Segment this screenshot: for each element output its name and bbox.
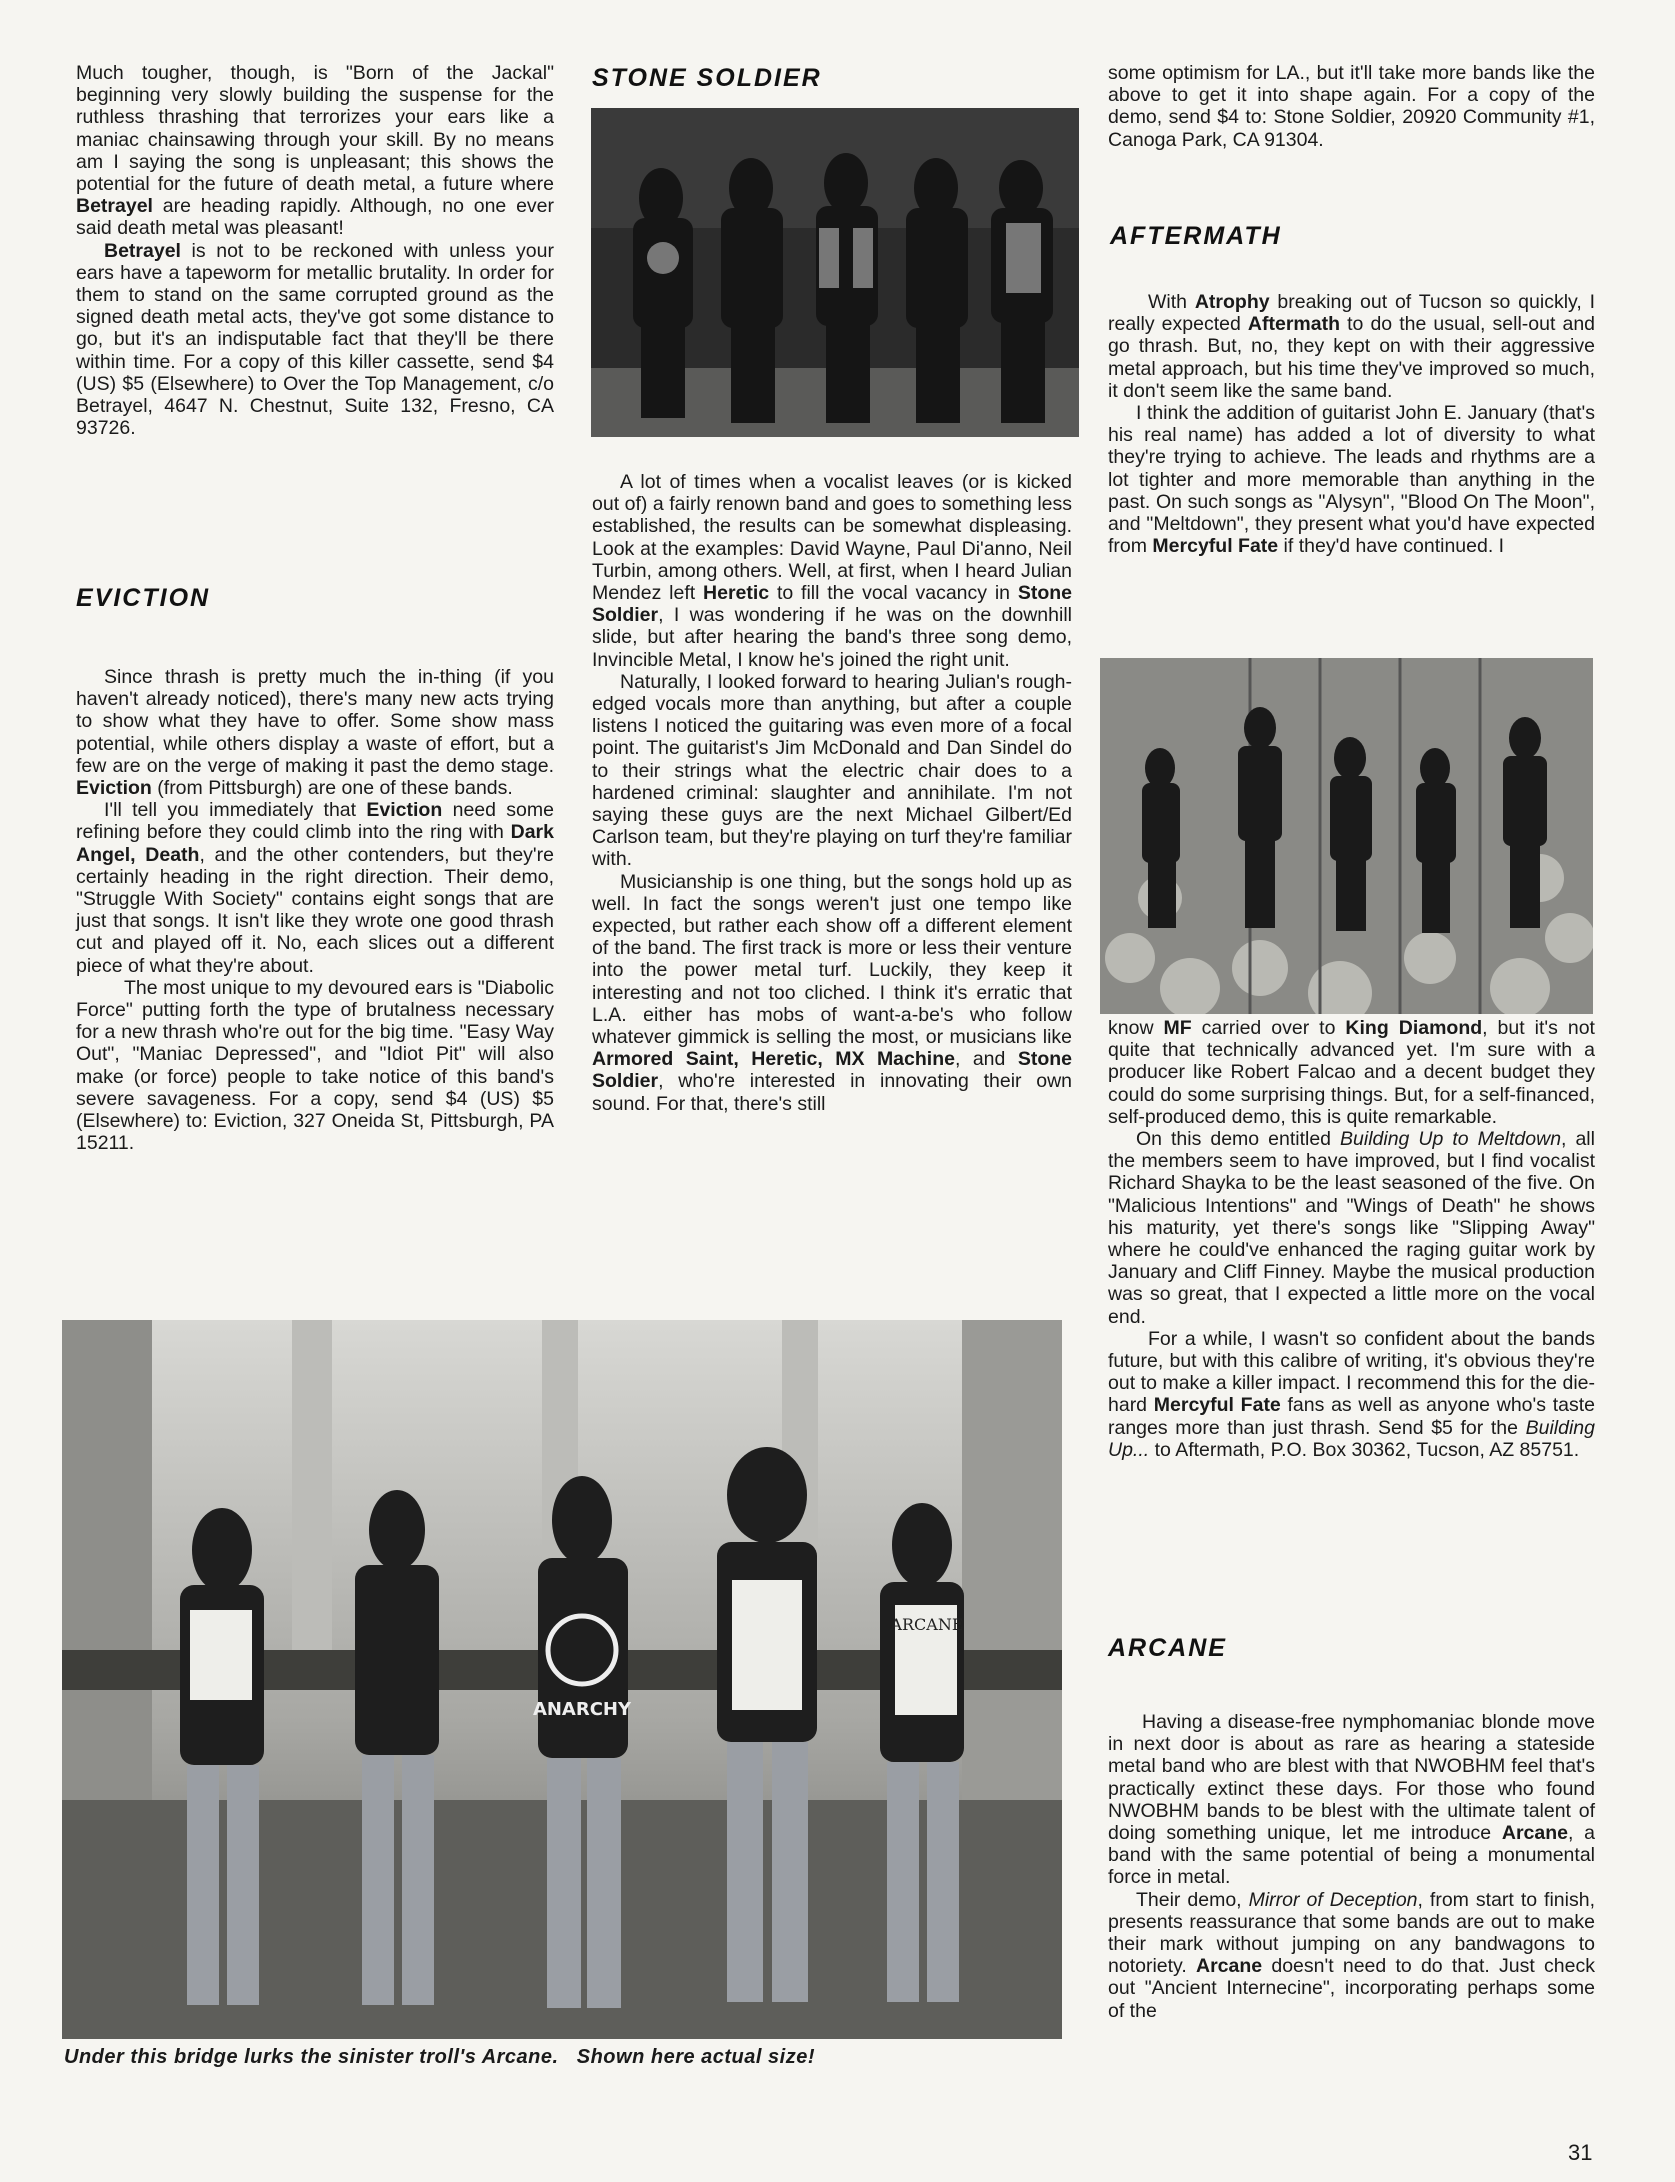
aftermath-article-top xyxy=(1108,291,1595,557)
aftermath-paragraph-5: For a while, I wasn't so confident about the bands future, but with this calibre of writing, it's obvious they're out to make a killer impact. I recommend this for the die-hard Mercyful Fate fans as well as anyone who's taste ranges more than just thrash. Send $5 for the Building Up... to Aftermath, P.O. Box 30362, Tucson, AZ 85751. xyxy=(1108,1327,1596,1461)
stone-soldier-continued xyxy=(1108,62,1595,151)
aftermath-paragraph-4: On this demo entitled Building Up to Meltdown, all the members seem to have improved, but I find vocalist Richard Shayka to be the least seasoned of the five. On "Malicious Intentions" and "Wings of Death" he shows his maturity, yet there's songs like "Slipping Away" where he could've enhanced the raging guitar work by January and Cliff Finney. Maybe the musical production was so great, that I expected a little more on the vocal end. xyxy=(1108,1128,1595,1328)
stone-soldier-paragraph-2: Naturally, I looked forward to hearing Julian's rough-edged vocals more than anything, but after a couple listens I noticed the guitaring was even more of a focal point. The guitarist's Jim McDonald and Dan Sindel do to their strings what the electric chair does to a hardened criminal: slaughter and annihilate. I'm not saying these guys are the next Michael Gilbert/Ed Carlson team, but they're playing on turf they're familiar with. xyxy=(592,670,1072,871)
aftermath-paragraph-1: With Atrophy breaking out of Tucson so quickly, I really expected Aftermath to do the usual, sell-out and go thrash. But, no, they kept on with their aggressive metal approach, but his time they've improved so much, it don't seem like the same band. xyxy=(1108,291,1596,402)
stone-soldier-paragraph-3: Musicianship is one thing, but the songs hold up as well. In fact the songs weren't just one tempo like expected, but rather each show off a different element of the band. The first track is more or less their venture into the power metal turf. Luckily, they keep it interesting and not too cliched. I think it's erratic that L.A. either has mobs of want-a-be's who follow whatever gimmick is selling the most, or musicians like Armored Saint, Heretic, MX Machine, and Stone Soldier, who're interested in innovating their own sound. For that, there's still xyxy=(592,870,1072,1115)
anarchy-shirt-text: ANARCHY xyxy=(532,1699,632,1720)
aftermath-paragraph-2: I think the addition of guitarist John E. January (that's his real name) has added a lot of diversity to what they're trying to achieve. The leads and rhythms are a lot tighter and more memorable than anything in the past. On such songs as "Alysyn", "Blood On The Moon", and "Meltdown", they present what you'd have expected from Mercyful Fate if they'd have continued. I xyxy=(1108,402,1595,558)
eviction-paragraph-2: I'll tell you immediately that Eviction need some refining before they could climb into the ring with Dark Angel, Death, and the other contenders, but they're certainly heading in the right direction. Their demo, "Struggle With Society" contains eight songs that are just that songs. It isn't like they wrote one good thrash cut and played off it. No, each slices out a different piece of what they're about. xyxy=(76,799,554,977)
column-1 xyxy=(76,62,554,439)
arcane-heading: ARCANE xyxy=(1108,1634,1227,1662)
arcane-paragraph-2: Their demo, Mirror of Deception, from start to finish, presents reassurance that some bands are out to make their mark without jumping on any bandwagons to notoriety. Arcane doesn't need to do that. Just check out "Ancient Internecine", incorporating perhaps some of the xyxy=(1108,1888,1595,2022)
eviction-heading: EVICTION xyxy=(76,584,211,612)
arcane-shirt-text: ARCANE xyxy=(890,1615,964,1634)
aftermath-paragraph-3: know MF carried over to King Diamond, but it's not quite that technically advanced yet. I'm sure with a producer like Robert Falcao and a decent budget they could do some surprising things. But, for a self-financed, self-produced demo, this is quite remarkable. xyxy=(1108,1017,1595,1128)
eviction-paragraph-3: The most unique to my devoured ears is "Diabolic Force" putting forth the type of brutalness necessary for a new thrash who're out for the big time. "Easy Way Out", "Maniac Depressed", and "Idiot Pit" will also make (or force) people to take notice of this band's severe savageness. For a copy, send $4 (US) $5 (Elsewhere) to: Eviction, 327 Oneida St, Pittsburgh, PA 15211. xyxy=(76,976,554,1155)
aftermath-article-bottom xyxy=(1108,1017,1595,1461)
stone-soldier-band-photo xyxy=(591,108,1079,437)
stone-soldier-paragraph-1: A lot of times when a vocalist leaves (or is kicked out of) a fairly renown band and goes to something less established, the results can be somewhat displeasing. Look at the examples: David Wayne, Paul Di'anno, Neil Turbin, among others. Well, at first, when I heard Julian Mendez left Heretic to fill the vocal vacancy in Stone Soldier, I was wondering if he was on the downhill slide, but after hearing the band's three song demo, Invincible Metal, I know he's joined the right unit. xyxy=(592,471,1072,671)
arcane-article xyxy=(1108,1711,1595,2022)
arcane-band-photo xyxy=(62,1320,1062,2039)
stone-soldier-heading: STONE SOLDIER xyxy=(592,64,822,92)
betrayel-paragraph-1: Much tougher, though, is "Born of the Jackal" beginning very slowly building the suspense for the ruthless thrashing that terrorizes your ears like a maniac chainsawing through your skill. By no means am I saying the song is unpleasant; this shows the potential for the future of death metal, a future where Betrayel are heading rapidly. Although, no one ever said death metal was pleasant! xyxy=(76,62,554,240)
eviction-article xyxy=(76,666,554,1154)
aftermath-band-photo xyxy=(1100,658,1593,1014)
arcane-paragraph-1: Having a disease-free nymphomaniac blonde move in next door is about as rare as hearing a stateside metal band who are blest with that NWOBHM feel that's practically extinct these days. For those who found NWOBHM bands to be blest with the ultimate talent of doing something unique, let me introduce Arcane, a band with the same potential of being a monumental force in metal. xyxy=(1108,1711,1595,1889)
stone-soldier-article xyxy=(592,471,1072,1115)
eviction-paragraph-1: Since thrash is pretty much the in-thing (if you haven't already noticed), there's many new acts trying to show what they have to offer. Some show mass potential, while others display a waste of effort, but a few are on the verge of making it past the demo stage. Eviction (from Pittsburgh) are one of these bands. xyxy=(76,666,554,800)
aftermath-heading: AFTERMATH xyxy=(1110,222,1282,250)
page-number: 31 xyxy=(1568,2140,1593,2165)
photo-caption: Under this bridge lurks the sinister troll's Arcane. Shown here actual size! xyxy=(64,2046,815,2068)
stone-soldier-ending: some optimism for LA., but it'll take more bands like the above to get it into shape again. For a copy of the demo, send $4 to: Stone Soldier, 20920 Community #1, Canoga Park, CA 91304. xyxy=(1108,62,1595,151)
betrayel-paragraph-2: Betrayel is not to be reckoned with unless your ears have a tapeworm for metallic brutality. In order for them to stand on the same corrupted ground as the signed death metal acts, they've got some distance to go, but it's an indisputable fact that they'll be there within time. For a copy of this killer cassette, send $4 (US) $5 (Elsewhere) to Over the Top Management, c/o Betrayel, 4647 N. Chestnut, Suite 132, Fresno, CA 93726. xyxy=(76,239,554,440)
